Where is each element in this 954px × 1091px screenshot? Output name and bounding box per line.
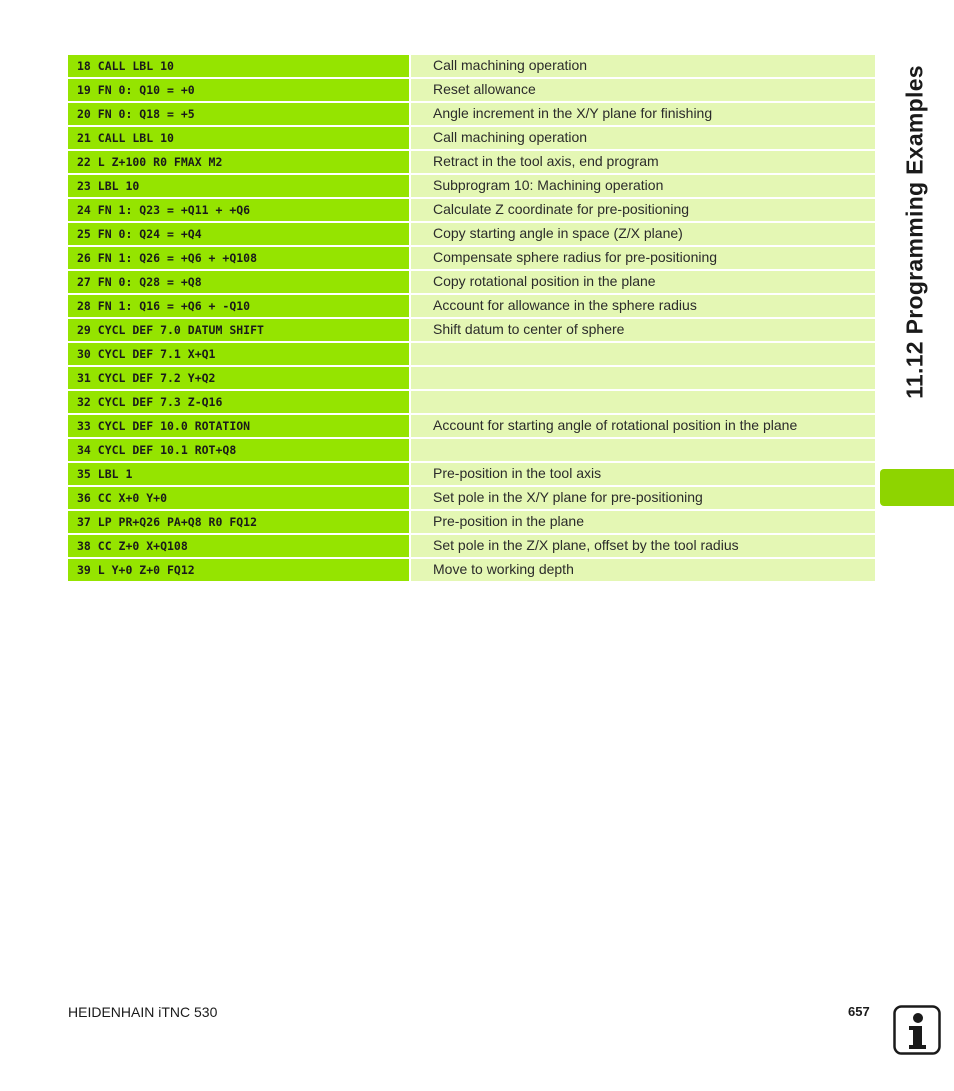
- program-row: [68, 150, 875, 174]
- program-code-cell: 39 L Y+0 Z+0 FQ12: [68, 559, 409, 581]
- program-row: [68, 366, 875, 390]
- program-code-cell: 38 CC Z+0 X+Q108: [68, 535, 409, 557]
- program-code-cell: 19 FN 0: Q10 = +0: [68, 79, 409, 101]
- program-row: [68, 294, 875, 318]
- program-description-cell: [411, 367, 875, 389]
- program-code-cell: 35 LBL 1: [68, 463, 409, 485]
- program-code-cell: 33 CYCL DEF 10.0 ROTATION: [68, 415, 409, 437]
- program-description-cell: [411, 391, 875, 413]
- program-code-cell: 37 LP PR+Q26 PA+Q8 R0 FQ12: [68, 511, 409, 533]
- program-code-cell: 34 CYCL DEF 10.1 ROT+Q8: [68, 439, 409, 461]
- program-code-cell: 21 CALL LBL 10: [68, 127, 409, 149]
- program-row: [68, 438, 875, 462]
- program-row: [68, 198, 875, 222]
- program-description-cell: Call machining operation: [411, 127, 875, 149]
- program-description-cell: Retract in the tool axis, end program: [411, 151, 875, 173]
- program-row: [68, 462, 875, 486]
- program-description-cell: Pre-position in the plane: [411, 511, 875, 533]
- program-row: [68, 126, 875, 150]
- program-code-cell: 26 FN 1: Q26 = +Q6 + +Q108: [68, 247, 409, 269]
- program-description-cell: Pre-position in the tool axis: [411, 463, 875, 485]
- program-row: [68, 534, 875, 558]
- program-code-cell: 20 FN 0: Q18 = +5: [68, 103, 409, 125]
- program-code-cell: 23 LBL 10: [68, 175, 409, 197]
- program-code-cell: 36 CC X+0 Y+0: [68, 487, 409, 509]
- chapter-title-text: 11.12 Programming Examples: [901, 65, 928, 399]
- program-description-cell: Shift datum to center of sphere: [411, 319, 875, 341]
- program-description-cell: Move to working depth: [411, 559, 875, 581]
- program-code-cell: 22 L Z+100 R0 FMAX M2: [68, 151, 409, 173]
- program-description-cell: Subprogram 10: Machining operation: [411, 175, 875, 197]
- program-listing-table: [68, 54, 875, 582]
- info-icon: [893, 1005, 941, 1055]
- program-row: [68, 102, 875, 126]
- program-row: [68, 558, 875, 582]
- program-row: [68, 414, 875, 438]
- page-number: 657: [848, 1004, 870, 1019]
- chapter-title-vertical: [890, 52, 940, 412]
- program-code-cell: 32 CYCL DEF 7.3 Z-Q16: [68, 391, 409, 413]
- program-row: [68, 318, 875, 342]
- program-code-cell: 29 CYCL DEF 7.0 DATUM SHIFT: [68, 319, 409, 341]
- program-description-cell: Account for allowance in the sphere radius: [411, 295, 875, 317]
- program-description-cell: [411, 343, 875, 365]
- program-description-cell: Set pole in the Z/X plane, offset by the tool radius: [411, 535, 875, 557]
- program-code-cell: 24 FN 1: Q23 = +Q11 + +Q6: [68, 199, 409, 221]
- program-description-cell: Account for starting angle of rotational position in the plane: [411, 415, 875, 437]
- program-code-cell: 25 FN 0: Q24 = +Q4: [68, 223, 409, 245]
- program-code-cell: 27 FN 0: Q28 = +Q8: [68, 271, 409, 293]
- program-row: [68, 270, 875, 294]
- program-description-cell: Copy starting angle in space (Z/X plane): [411, 223, 875, 245]
- program-description-cell: Reset allowance: [411, 79, 875, 101]
- program-description-cell: Set pole in the X/Y plane for pre-positioning: [411, 487, 875, 509]
- program-description-cell: Call machining operation: [411, 55, 875, 77]
- program-description-cell: Compensate sphere radius for pre-positioning: [411, 247, 875, 269]
- program-code-cell: 28 FN 1: Q16 = +Q6 + -Q10: [68, 295, 409, 317]
- program-description-cell: Copy rotational position in the plane: [411, 271, 875, 293]
- program-description-cell: Angle increment in the X/Y plane for finishing: [411, 103, 875, 125]
- program-row: [68, 510, 875, 534]
- program-row: [68, 54, 875, 78]
- program-code-cell: 30 CYCL DEF 7.1 X+Q1: [68, 343, 409, 365]
- program-row: [68, 78, 875, 102]
- program-row: [68, 246, 875, 270]
- program-description-cell: Calculate Z coordinate for pre-positioning: [411, 199, 875, 221]
- program-row: [68, 222, 875, 246]
- program-code-cell: 18 CALL LBL 10: [68, 55, 409, 77]
- footer-manual-name: HEIDENHAIN iTNC 530: [68, 1004, 218, 1020]
- program-description-cell: [411, 439, 875, 461]
- program-row: [68, 174, 875, 198]
- chapter-tab-marker: [880, 469, 954, 506]
- program-row: [68, 342, 875, 366]
- program-code-cell: 31 CYCL DEF 7.2 Y+Q2: [68, 367, 409, 389]
- program-row: [68, 390, 875, 414]
- program-row: [68, 486, 875, 510]
